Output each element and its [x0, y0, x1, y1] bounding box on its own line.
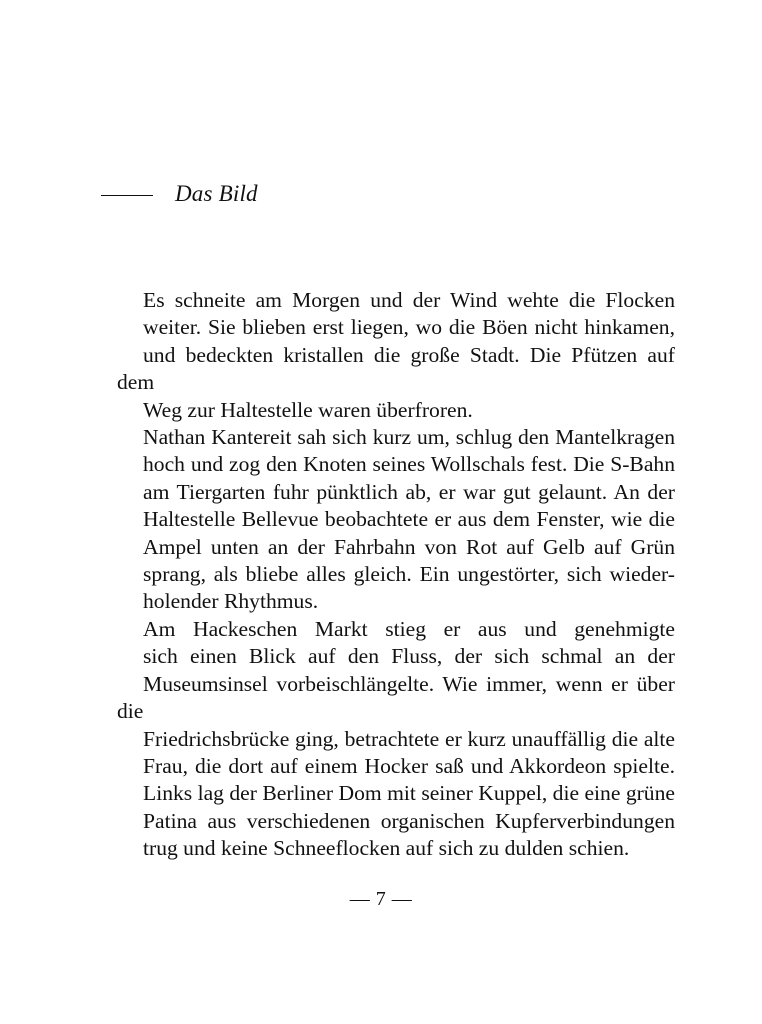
paragraph-2 [117, 424, 675, 616]
page-number: — 7 — [349, 888, 413, 910]
text-line: Nathan Kantereit sah sich kurz um, schlug den Mantelkragen [143, 425, 675, 450]
text-line: Patina aus verschiedenen organischen Kupferverbindungen [143, 808, 675, 833]
text-line: Haltestelle Bellevue beobachtete er aus dem Fenster, wie die [143, 507, 675, 532]
text-line: sprang, als bliebe alles gleich. Ein ungestörter, sich wieder- [143, 562, 675, 587]
text-line: Es schneite am Morgen und der Wind wehte die Flocken [143, 288, 675, 312]
text-line: am Tiergarten fuhr pünktlich ab, er war gut gelaunt. An der [143, 479, 675, 504]
heading-rule [101, 195, 153, 196]
paragraph-3 [117, 616, 675, 863]
chapter-heading [101, 178, 258, 210]
body-text [117, 287, 675, 863]
text-line: Links lag der Berliner Dom mit seiner Kuppel, die eine grüne [143, 781, 675, 806]
text-line: und bedeckten kristallen die große Stadt. Die Pfützen auf dem [117, 342, 675, 395]
text-line: weiter. Sie blieben erst liegen, wo die Böen nicht hinkamen, [143, 315, 675, 340]
text-line: trug und keine Schneeflocken auf sich zu dulden schien. [143, 836, 630, 861]
text-line: sich einen Blick auf den Fluss, der sich schmal an der [143, 644, 675, 669]
text-line: holender Rhythmus. [143, 589, 319, 614]
text-line: Am Hackeschen Markt stieg er aus und genehmigte [143, 616, 675, 641]
text-line: Ampel unten an der Fahrbahn von Rot auf Gelb auf Grün [143, 534, 675, 559]
text-line: Friedrichsbrücke ging, betrachtete er kurz unauffällig die alte [143, 726, 675, 751]
chapter-title: Das Bild [175, 181, 258, 206]
paragraph-1 [117, 287, 675, 424]
text-line: Weg zur Haltestelle waren überfroren. [143, 397, 473, 422]
text-line: Museumsinsel vorbeischlängelte. Wie immer, wenn er über die [117, 671, 675, 724]
text-line: Frau, die dort auf einem Hocker saß und Akkordeon spielte. [143, 753, 675, 778]
text-line: hoch und zog den Knoten seines Wollschals fest. Die S-Bahn [143, 452, 675, 477]
